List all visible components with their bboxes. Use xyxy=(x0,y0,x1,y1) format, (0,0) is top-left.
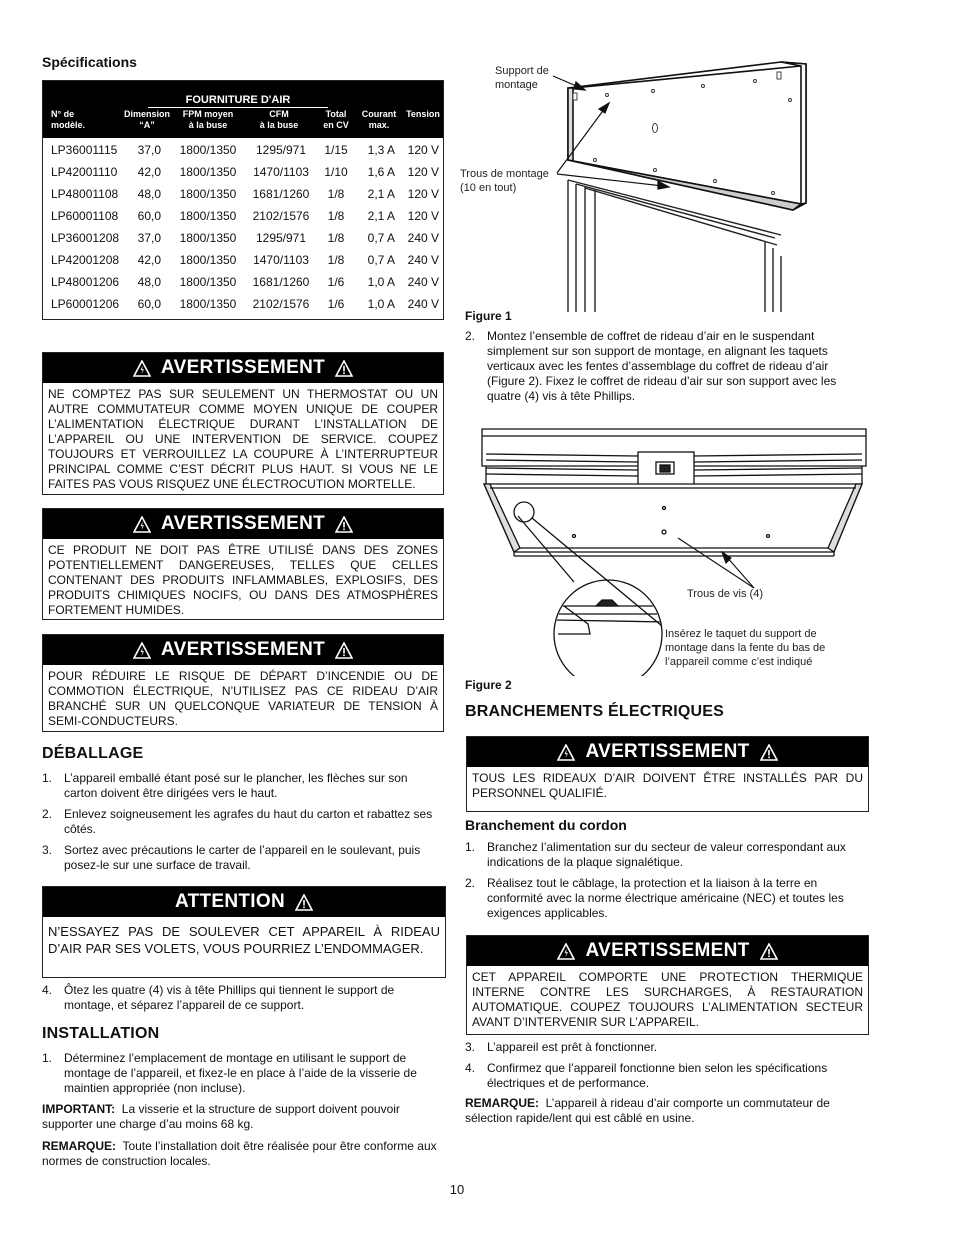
table-cell: 1681/1260 xyxy=(252,275,310,289)
table-cell: 1470/1103 xyxy=(253,253,309,267)
warning-triangle-icon xyxy=(295,894,313,911)
table-cell: LP42001208 xyxy=(51,253,120,267)
table-cell: 1800/1350 xyxy=(179,231,237,245)
table-cell: 240 V xyxy=(407,275,439,289)
unpacking-steps xyxy=(42,771,440,873)
warning-header xyxy=(43,635,443,665)
table-cell: 37,0 xyxy=(137,231,161,245)
col-fpm: FPM moyen à la buse xyxy=(182,109,234,130)
col-hp: Total en CV xyxy=(323,109,349,130)
warning-triangle-icon xyxy=(335,642,353,659)
table-cell: 1295/971 xyxy=(255,231,307,245)
table-row xyxy=(43,249,443,271)
table-cell: 120 V xyxy=(407,209,439,223)
label-insert-tab: Insérez le taquet du support de montage dans la fente du bas de l’appareil comme c’est indiqué xyxy=(665,628,826,668)
table-cell: 1/8 xyxy=(327,253,345,267)
attention-header xyxy=(43,887,445,917)
table-cell: 120 V xyxy=(407,187,439,201)
warning-triangle-icon xyxy=(557,943,575,960)
table-cell: 1/8 xyxy=(327,231,345,245)
list-item: 2. Montez l’ensemble de coffret de rideau d’air en le suspendant simplement sur son support de montage, en alignant les taquets verticaux avec les fentes d’assemblage du coffret de rideau d’air (Figure 2). Fixez le coffret de rideau d’air sur son support avec les quatre (4) vis à tête Phillips. xyxy=(465,329,837,403)
list-item: 1. Déterminez l’emplacement de montage en utilisant le support de montage de l’appareil, et fixez-le en place à l’aide de la visserie de maintien appropriée (non incluse). xyxy=(42,1051,417,1095)
table-row xyxy=(43,293,443,315)
attention-text: N’ESSAYEZ PAS DE SOULEVER CET APPAREIL À RIDEAU D’AIR PAR SES VOLETS, VOUS POURRIEZ L’ENDOMMAGER. xyxy=(48,924,440,956)
table-cell: 1681/1260 xyxy=(252,187,310,201)
table-cell: 1800/1350 xyxy=(179,143,237,157)
installation-title: INSTALLATION xyxy=(42,1025,160,1042)
table-cell: 0,7 A xyxy=(367,253,395,267)
table-cell: 42,0 xyxy=(137,165,161,179)
warning-triangle-icon xyxy=(760,943,778,960)
warning-header xyxy=(43,509,443,539)
table-row xyxy=(43,227,443,249)
figure-1-caption: Figure 1 xyxy=(465,309,512,323)
unpacking-step-4 xyxy=(42,983,442,1013)
warning-triangle-icon xyxy=(133,516,151,533)
col-model: N° de modèle. xyxy=(51,109,86,130)
list-item: 4. Ôtez les quatre (4) vis à tête Phillips qui tiennent le support de montage, et séparez l’appareil de ce support. xyxy=(42,983,395,1012)
attention-title: ATTENTION xyxy=(174,891,285,912)
label-screw-holes: Trous de vis (4) xyxy=(687,588,764,600)
warning-box-thermostat xyxy=(42,352,444,495)
label-mount-holes: Trous de montage (10 en tout) xyxy=(460,168,549,194)
table-cell: 120 V xyxy=(407,165,439,179)
warning-title: AVERTISSEMENT xyxy=(160,639,325,660)
list-item: 3. L’appareil est prêt à fonctionner. xyxy=(465,1040,658,1054)
table-cell: 1/8 xyxy=(327,209,345,223)
table-cell: 1800/1350 xyxy=(179,275,237,289)
list-item: 1. Branchez l’alimentation sur du secteur de valeur correspondant aux indications de la plaque signalétique. xyxy=(465,840,846,869)
warning-text: POUR RÉDUIRE LE RISQUE DE DÉPART D’INCENDIE OU DE COMMOTION ÉLECTRIQUE, N’UTILISEZ PAS CE RIDEAU D’AIR BRANCHÉ SUR UN QUELCONQUE VARIATEUR DE TENSION À SEMI-CONDUCTEURS. xyxy=(48,669,438,728)
table-cell: 37,0 xyxy=(137,143,161,157)
table-cell: 1295/971 xyxy=(255,143,307,157)
warning-text: TOUS LES RIDEAUX D’AIR DOIVENT ÊTRE INSTALLÉS PAR DU PERSONNEL QUALIFIÉ. xyxy=(472,771,863,800)
specs-table-header xyxy=(43,81,443,138)
warning-triangle-icon xyxy=(133,642,151,659)
electrical-remark: REMARQUE: L’appareil à rideau d’air comporte un commutateur de sélection rapide/lent qui est câblé en usine. xyxy=(465,1096,830,1125)
table-cell: 1/10 xyxy=(324,165,348,179)
col-amps: Courant max. xyxy=(361,109,397,130)
figure-2-caption: Figure 2 xyxy=(465,678,512,692)
table-cell: 1800/1350 xyxy=(179,253,237,267)
table-cell: 2,1 A xyxy=(367,209,395,223)
warning-header xyxy=(467,936,868,966)
table-row xyxy=(43,139,443,161)
table-cell: 1/6 xyxy=(327,297,345,311)
list-item: 4. Confirmez que l’appareil fonctionne bien selon les spécifications électriques et de performance. xyxy=(465,1061,828,1090)
warning-title: AVERTISSEMENT xyxy=(160,357,325,378)
table-cell: 240 V xyxy=(407,253,439,267)
attention-box xyxy=(42,886,446,978)
warning-text: NE COMPTEZ PAS SUR SEULEMENT UN THERMOSTAT OU UN AUTRE COMMUTATEUR COMME MOYEN UNIQUE DE COUPER L’ALIMENTATION ÉLECTRIQUE DURANT L’INSTALLATION DE L’APPAREIL OU UNE INTERVENTION DE SERVICE. COUPEZ TOUJOURS ET VERROUILLEZ LA COUPURE À L’INTERRUPTEUR PRINCIPAL COMME C’EST DÉCRIT PLUS HAUT. SI VOUS NE LE FAITES PAS VOUS RISQUEZ UNE ÉLECTROCUTION MORTELLE. xyxy=(48,387,438,491)
table-cell: LP48001108 xyxy=(51,187,119,201)
table-cell: 1,6 A xyxy=(367,165,395,179)
table-cell: LP36001115 xyxy=(51,143,118,157)
warning-text: CET APPAREIL COMPORTE UNE PROTECTION THERMIQUE INTERNE CONTRE LES SURCHARGES, À RESTAURATION AUTOMATIQUE. COUPEZ TOUJOURS L’ALIMENTATION SECTEUR AVANT D’INTERVENIR SUR L’APPAREIL. xyxy=(472,970,863,1029)
col-voltage: Tension xyxy=(406,109,440,119)
warning-triangle-icon xyxy=(760,744,778,761)
warning-text: CE PRODUIT NE DOIT PAS ÊTRE UTILISÉ DANS DES ZONES POTENTIELLEMENT DANGEREUSES, TELLES QUE CELLES CONTENANT DES PRODUITS INFLAMMABLES, EXPLOSIFS, DES PRODUITS CHIMIQUES NOCIFS, OU DANS DES ATMOSPHÈRES FORTEMENT HUMIDES. xyxy=(48,543,438,617)
table-cell: 1/6 xyxy=(327,275,345,289)
table-cell: 1800/1350 xyxy=(179,209,237,223)
table-cell: 1800/1350 xyxy=(179,187,237,201)
table-cell: 240 V xyxy=(407,231,439,245)
table-cell: 60,0 xyxy=(137,209,161,223)
table-cell: LP42001110 xyxy=(51,165,118,179)
table-cell: 1/8 xyxy=(327,187,345,201)
warning-header xyxy=(467,737,868,767)
warning-title: AVERTISSEMENT xyxy=(160,513,325,534)
table-cell: LP36001208 xyxy=(51,231,120,245)
table-row xyxy=(43,271,443,293)
table-cell: 60,0 xyxy=(137,297,161,311)
list-item: 2. Enlevez soigneusement les agrafes du haut du carton et rabattez ses côtés. xyxy=(42,807,433,836)
table-cell: 2,1 A xyxy=(367,187,395,201)
table-row xyxy=(43,205,443,227)
table-cell: 1470/1103 xyxy=(253,165,309,179)
page-number: 10 xyxy=(449,1182,465,1197)
warning-box-dimmer xyxy=(42,634,444,732)
warning-triangle-icon xyxy=(335,516,353,533)
warning-triangle-icon xyxy=(335,360,353,377)
specs-title: Spécifications xyxy=(42,54,137,70)
table-cell: LP60001108 xyxy=(51,209,119,223)
warning-triangle-icon xyxy=(133,360,151,377)
warning-header xyxy=(43,353,443,383)
table-cell: 1,0 A xyxy=(367,297,395,311)
warning-triangle-icon xyxy=(557,744,575,761)
list-item: 2. Réalisez tout le câblage, la protection et la liaison à la terre en conformité avec la norme électrique américaine (NEC) et toutes les exigences applicables. xyxy=(465,876,844,920)
table-cell: 120 V xyxy=(407,143,439,157)
table-cell: 48,0 xyxy=(137,187,161,201)
specs-table-body xyxy=(43,138,443,315)
list-item: 3. Sortez avec précautions le carter de l’appareil en le soulevant, puis posez-le sur une surface de travail. xyxy=(42,843,421,872)
table-cell: LP60001206 xyxy=(51,297,120,311)
table-cell: 48,0 xyxy=(137,275,161,289)
table-cell: 1,3 A xyxy=(367,143,395,157)
installation-steps xyxy=(42,1051,440,1096)
unpacking-title: DÉBALLAGE xyxy=(42,745,144,762)
warning-box-thermal xyxy=(466,935,869,1035)
table-row xyxy=(43,183,443,205)
group-header: FOURNITURE D'AIR xyxy=(148,94,328,108)
warning-box-qualified xyxy=(466,736,869,812)
table-cell: 2102/1576 xyxy=(252,209,310,223)
table-cell: LP48001206 xyxy=(51,275,120,289)
important-note: IMPORTANT: La visserie et la structure de support doivent pouvoir supporter une charge d’au moins 68 kg. xyxy=(42,1102,400,1131)
col-dimension: Dimension “A” xyxy=(123,109,170,130)
warning-title: AVERTISSEMENT xyxy=(585,940,750,961)
table-cell: 1800/1350 xyxy=(179,297,237,311)
table-row xyxy=(43,161,443,183)
installation-step-2 xyxy=(465,329,860,404)
col-cfm: CFM à la buse xyxy=(259,109,299,130)
table-cell: 1/15 xyxy=(324,143,348,157)
specs-table xyxy=(42,80,444,320)
cord-steps xyxy=(465,840,865,921)
final-steps xyxy=(465,1040,865,1091)
installation-remark: REMARQUE: Toute l’installation doit être réalisée pour être conforme aux normes de construction locales. xyxy=(42,1139,437,1168)
table-cell: 2102/1576 xyxy=(252,297,310,311)
electrical-title: BRANCHEMENTS ÉLECTRIQUES xyxy=(465,703,725,720)
warning-box-hazardous xyxy=(42,508,444,620)
cord-title: Branchement du cordon xyxy=(465,817,627,833)
table-cell: 240 V xyxy=(407,297,439,311)
label-support: Support de montage xyxy=(495,65,549,91)
table-cell: 42,0 xyxy=(137,253,161,267)
table-cell: 0,7 A xyxy=(367,231,395,245)
list-item: 1. L’appareil emballé étant posé sur le plancher, les flèches sur son carton doivent être dirigées vers le haut. xyxy=(42,771,408,800)
warning-title: AVERTISSEMENT xyxy=(585,741,750,762)
table-cell: 1800/1350 xyxy=(179,165,237,179)
table-cell: 1,0 A xyxy=(367,275,395,289)
